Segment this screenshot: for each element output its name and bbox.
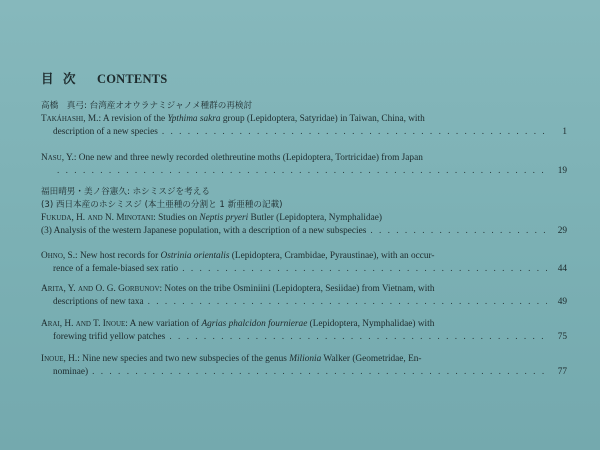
entry-page-number: 77 bbox=[557, 367, 567, 377]
entry-title-italic: Neptis pryeri bbox=[199, 213, 249, 223]
entry-page-number: 19 bbox=[557, 166, 567, 176]
entry-title-part: One new and three newly recorded olethreutine moths (Lepidoptera, Tortricidae) from Japan bbox=[78, 153, 423, 163]
entry-title-part: Butler (Lepidoptera, Nymphalidae) bbox=[248, 213, 382, 223]
entry-jp-subtitle: (3) 西日本産のホシミスジ (本土亜種の分割と 1 新亜種の記載) bbox=[41, 200, 283, 210]
entry-title-part: (Lepidoptera, Crambidae, Pyraustinae), with an occur- bbox=[229, 251, 435, 261]
entry-author: Inoue, H.: bbox=[41, 354, 80, 364]
leader-dots bbox=[57, 165, 547, 178]
entry-title-italic: Ypthima sakra bbox=[167, 114, 221, 124]
entry-title-part: Nine new species and two new subspecies of the genus bbox=[82, 354, 290, 364]
entry-jp-title: 福田晴男・美ノ谷憲久: ホシミスジを考える bbox=[41, 187, 210, 197]
heading-en: CONTENTS bbox=[97, 72, 168, 86]
entry-author: Nasu, Y.: bbox=[41, 153, 77, 163]
entry-title-italic: Ostrinia orientalis bbox=[160, 251, 230, 261]
toc-entry[interactable] bbox=[41, 186, 567, 238]
leader-dots bbox=[92, 366, 547, 379]
entry-page-number: 49 bbox=[557, 297, 567, 307]
entry-title-cont: nominae) bbox=[53, 367, 89, 377]
entry-page-number: 1 bbox=[562, 127, 567, 137]
leader-dots bbox=[169, 331, 547, 344]
leader-dots bbox=[148, 296, 547, 309]
entry-title-cont: (3) Analysis of the western Japanese population, with a description of a new subspecies bbox=[41, 226, 367, 236]
entry-author: Fukuda, H. and N. Minotani: bbox=[41, 213, 156, 223]
toc-entry[interactable] bbox=[41, 250, 567, 276]
entry-title-cont: rence of a female-biased sex ratio bbox=[53, 264, 179, 274]
entry-title-cont: description of a new species bbox=[53, 127, 158, 137]
heading-jp-2: 次 bbox=[63, 72, 76, 86]
entry-title-part: Studies on bbox=[158, 213, 200, 223]
toc-entry[interactable] bbox=[41, 283, 567, 309]
contents-heading bbox=[41, 69, 167, 87]
entry-title-part: (Lepidoptera, Nymphalidae) with bbox=[307, 319, 435, 329]
toc-entry[interactable] bbox=[41, 152, 567, 178]
entry-jp-title: 高橋 真弓: 台湾産オオウラナミジャノメ種群の再検討 bbox=[41, 101, 253, 111]
entry-author: Arai, H. and T. Inoue: bbox=[41, 319, 128, 329]
entry-title-cont: forewing trifid yellow patches bbox=[53, 332, 166, 342]
entry-page-number: 75 bbox=[557, 332, 567, 342]
entry-page-number: 29 bbox=[557, 226, 567, 236]
entry-title-cont: descriptions of new taxa bbox=[53, 297, 144, 307]
entry-author: Takáhashi, M.: bbox=[41, 114, 102, 124]
entry-title-part: A revision of the bbox=[102, 114, 168, 124]
leader-dots bbox=[162, 126, 547, 139]
leader-dots bbox=[370, 225, 547, 238]
entry-title-part: New host records for bbox=[79, 251, 161, 261]
entry-title-part: group (Lepidoptera, Satyridae) in Taiwan, China, with bbox=[220, 114, 425, 124]
entry-title-part: Notes on the tribe Osminiini (Lepidoptera, Sesiidae) from Vietnam, with bbox=[164, 284, 435, 294]
entry-title-part: Walker (Geometridae, En- bbox=[321, 354, 422, 364]
entry-title-part: A new variation of bbox=[129, 319, 202, 329]
heading-jp-1: 目 bbox=[41, 72, 54, 86]
toc-entry[interactable] bbox=[41, 353, 567, 379]
entry-author: Arita, Y. and O. G. Gorbunov: bbox=[41, 284, 163, 294]
entry-title-italic: Agrias phalcidon fournierae bbox=[201, 319, 308, 329]
entry-page-number: 44 bbox=[557, 264, 567, 274]
toc-entry[interactable] bbox=[41, 318, 567, 344]
entry-author: Ohno, S.: bbox=[41, 251, 78, 261]
leader-dots bbox=[182, 263, 547, 276]
toc-entry[interactable] bbox=[41, 100, 567, 139]
entry-title-italic: Milionia bbox=[289, 354, 322, 364]
